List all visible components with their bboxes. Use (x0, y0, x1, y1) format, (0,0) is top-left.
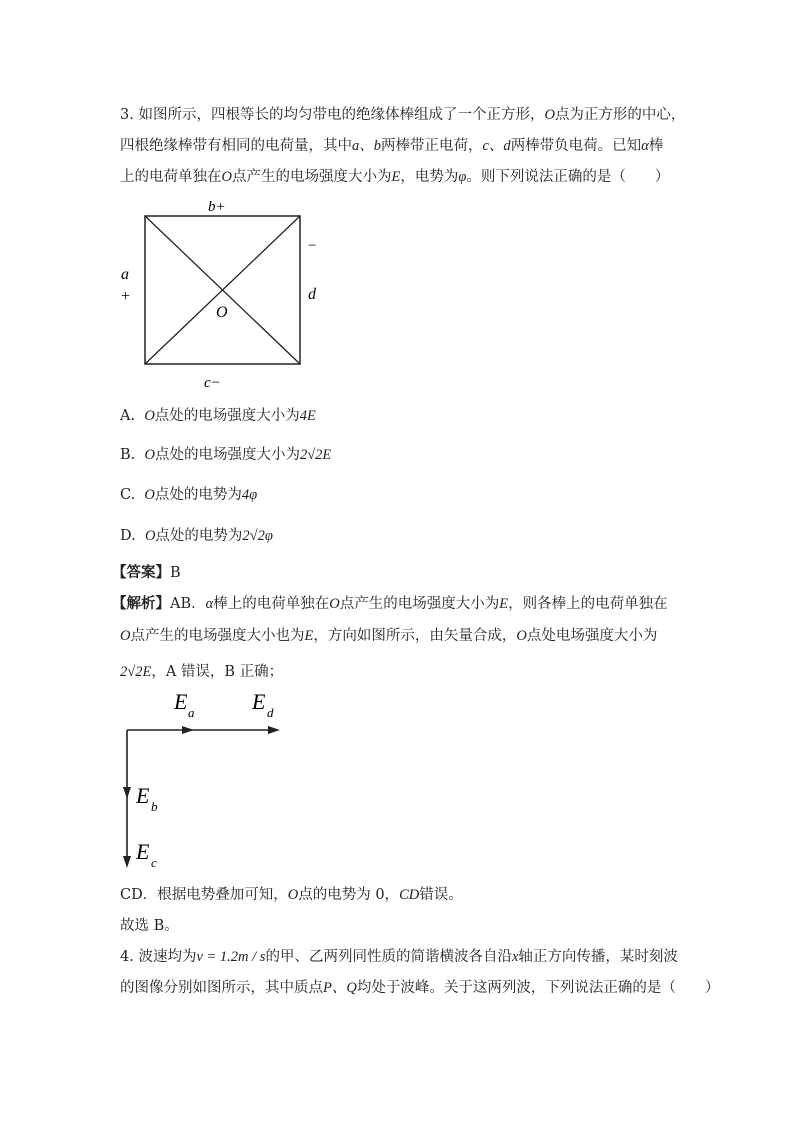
vector-diagram (110, 685, 300, 875)
square-diagram (110, 195, 340, 395)
label-Ea-sub: a (188, 705, 195, 720)
label-Ed-sub: d (267, 705, 274, 720)
label-Ea: E (174, 689, 188, 714)
analysis-line-1: 【解析】AB．α棒上的电荷单独在O点产生的电场强度大小为E，则各棒上的电荷单独在 (112, 595, 668, 612)
label-d: d (308, 286, 316, 303)
label-c-minus: c− (204, 375, 221, 391)
option-D: D. O点处的电势为2√2φ (120, 528, 273, 544)
analysis-cd: CD．根据电势叠加可知，O点的电势为 0，CD错误。 (120, 887, 463, 903)
conclusion: 故选 B。 (120, 918, 179, 934)
q3-line-3: 上的电荷单独在O点产生的电场强度大小为E，电势为φ。则下列说法正确的是（ ） (120, 169, 670, 185)
label-a-sign: + (121, 288, 131, 305)
arrowhead-Ec (123, 856, 131, 868)
label-O: O (216, 304, 228, 321)
option-A: A. O点处的电场强度大小为4E (120, 408, 316, 424)
option-C: C. O点处的电势为4φ (120, 487, 258, 503)
label-a: a (121, 266, 129, 283)
label-d-sign: − (308, 238, 317, 254)
label-b-plus: b+ (208, 199, 226, 215)
label-Eb: E (136, 783, 150, 808)
q3-line-2: 四根绝缘棒带有相同的电荷量，其中a、b两棒带正电荷，c、d两棒带负电荷。已知α棒 (120, 138, 664, 154)
arrowhead-Ed (268, 726, 280, 734)
analysis-line-3: 2√2E，A 错误，B 正确； (120, 664, 284, 680)
label-Ec: E (136, 839, 150, 864)
q3-line-1: 3. 如图所示，四根等长的均匀带电的绝缘体棒组成了一个正方形，O点为正方形的中心， (120, 107, 686, 123)
label-Ed: E (252, 689, 266, 714)
analysis-line-2: O点产生的电场强度大小也为E，方向如图所示，由矢量合成，O点处电场强度大小为 (120, 628, 658, 644)
answer: 【答案】B (112, 564, 181, 581)
label-Ec-sub: c (151, 855, 157, 870)
option-B: B. O点处的电场强度大小为2√2E (120, 447, 332, 463)
q4-line-1: 4. 波速均为v = 1.2m / s的甲、乙两列同性质的简谐横波各自沿x轴正方向传播，某时刻波 (120, 949, 678, 965)
label-Eb-sub: b (151, 799, 158, 814)
q4-line-2: 的图像分别如图所示，其中质点P、Q均处于波峰。关于这两列波，下列说法正确的是（ ） (120, 980, 720, 996)
